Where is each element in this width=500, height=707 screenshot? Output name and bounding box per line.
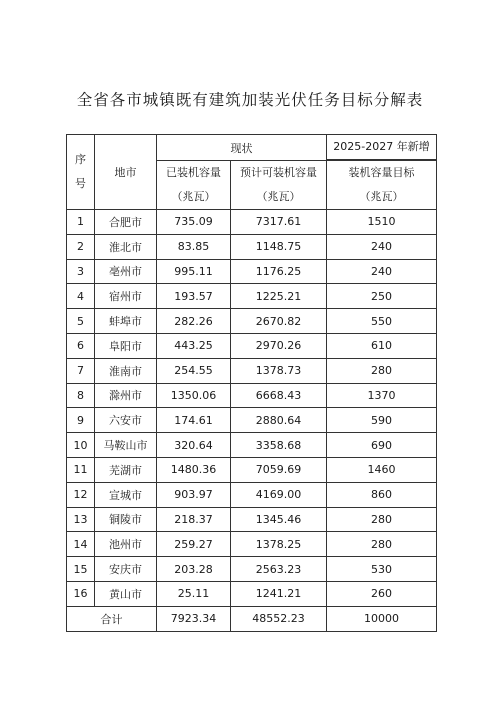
table-row bbox=[67, 408, 437, 433]
row-city: 蚌埠市 bbox=[95, 309, 157, 334]
table-row bbox=[67, 433, 437, 458]
total-label: 合计 bbox=[67, 606, 157, 631]
row-target: 240 bbox=[327, 259, 437, 284]
row-city: 黄山市 bbox=[95, 581, 157, 606]
row-installed: 1350.06 bbox=[157, 383, 231, 408]
header-target-line1: 2025-2027 年新增 bbox=[327, 135, 437, 161]
row-target: 280 bbox=[327, 358, 437, 383]
row-city: 池州市 bbox=[95, 532, 157, 557]
row-city: 马鞍山市 bbox=[95, 433, 157, 458]
row-potential: 2880.64 bbox=[231, 408, 327, 433]
table-body bbox=[67, 210, 437, 607]
row-seq: 2 bbox=[67, 234, 95, 259]
row-installed: 174.61 bbox=[157, 408, 231, 433]
table-row bbox=[67, 457, 437, 482]
row-target: 860 bbox=[327, 482, 437, 507]
row-potential: 7059.69 bbox=[231, 457, 327, 482]
row-city: 宿州市 bbox=[95, 284, 157, 309]
table-row bbox=[67, 507, 437, 532]
row-potential: 4169.00 bbox=[231, 482, 327, 507]
row-seq: 7 bbox=[67, 358, 95, 383]
row-installed: 259.27 bbox=[157, 532, 231, 557]
row-target: 530 bbox=[327, 557, 437, 582]
header-seq: 序 号 bbox=[67, 135, 95, 210]
row-target: 690 bbox=[327, 433, 437, 458]
row-seq: 1 bbox=[67, 210, 95, 235]
row-seq: 11 bbox=[67, 457, 95, 482]
row-city: 宣城市 bbox=[95, 482, 157, 507]
row-seq: 14 bbox=[67, 532, 95, 557]
total-installed: 7923.34 bbox=[157, 606, 231, 631]
row-potential: 2670.82 bbox=[231, 309, 327, 334]
row-seq: 9 bbox=[67, 408, 95, 433]
row-target: 250 bbox=[327, 284, 437, 309]
row-city: 淮南市 bbox=[95, 358, 157, 383]
table-row bbox=[67, 284, 437, 309]
row-potential: 1225.21 bbox=[231, 284, 327, 309]
row-potential: 1345.46 bbox=[231, 507, 327, 532]
row-installed: 193.57 bbox=[157, 284, 231, 309]
row-target: 610 bbox=[327, 333, 437, 358]
row-installed: 83.85 bbox=[157, 234, 231, 259]
row-potential: 1176.25 bbox=[231, 259, 327, 284]
row-city: 芜湖市 bbox=[95, 457, 157, 482]
row-city: 六安市 bbox=[95, 408, 157, 433]
total-row bbox=[67, 606, 437, 631]
row-installed: 203.28 bbox=[157, 557, 231, 582]
row-installed: 254.55 bbox=[157, 358, 231, 383]
row-seq: 8 bbox=[67, 383, 95, 408]
table-row bbox=[67, 482, 437, 507]
row-potential: 1378.73 bbox=[231, 358, 327, 383]
row-seq: 15 bbox=[67, 557, 95, 582]
table-row bbox=[67, 333, 437, 358]
table-row bbox=[67, 210, 437, 235]
row-potential: 7317.61 bbox=[231, 210, 327, 235]
row-city: 淮北市 bbox=[95, 234, 157, 259]
row-city: 合肥市 bbox=[95, 210, 157, 235]
table-row bbox=[67, 358, 437, 383]
row-potential: 1148.75 bbox=[231, 234, 327, 259]
table-row bbox=[67, 383, 437, 408]
row-seq: 4 bbox=[67, 284, 95, 309]
row-target: 280 bbox=[327, 532, 437, 557]
row-seq: 13 bbox=[67, 507, 95, 532]
row-installed: 218.37 bbox=[157, 507, 231, 532]
pv-target-table bbox=[66, 134, 437, 632]
row-city: 安庆市 bbox=[95, 557, 157, 582]
row-target: 550 bbox=[327, 309, 437, 334]
row-potential: 1241.21 bbox=[231, 581, 327, 606]
table-row bbox=[67, 532, 437, 557]
row-target: 1370 bbox=[327, 383, 437, 408]
table-row bbox=[67, 234, 437, 259]
row-city: 铜陵市 bbox=[95, 507, 157, 532]
row-target: 1510 bbox=[327, 210, 437, 235]
table-row bbox=[67, 309, 437, 334]
row-installed: 1480.36 bbox=[157, 457, 231, 482]
row-target: 260 bbox=[327, 581, 437, 606]
header-target: 装机容量目标 （兆瓦） bbox=[327, 161, 437, 210]
row-seq: 16 bbox=[67, 581, 95, 606]
row-seq: 10 bbox=[67, 433, 95, 458]
row-potential: 2970.26 bbox=[231, 333, 327, 358]
table-row bbox=[67, 557, 437, 582]
document-title: 全省各市城镇既有建筑加装光伏任务目标分解表 bbox=[76, 91, 424, 109]
row-target: 240 bbox=[327, 234, 437, 259]
row-installed: 903.97 bbox=[157, 482, 231, 507]
table-row bbox=[67, 259, 437, 284]
header-installed: 已装机容量 （兆瓦） bbox=[157, 161, 231, 210]
row-city: 阜阳市 bbox=[95, 333, 157, 358]
row-seq: 5 bbox=[67, 309, 95, 334]
total-potential: 48552.23 bbox=[231, 606, 327, 631]
row-city: 亳州市 bbox=[95, 259, 157, 284]
row-potential: 6668.43 bbox=[231, 383, 327, 408]
row-target: 590 bbox=[327, 408, 437, 433]
header-status: 现状 bbox=[157, 135, 327, 161]
row-installed: 443.25 bbox=[157, 333, 231, 358]
row-installed: 282.26 bbox=[157, 309, 231, 334]
row-installed: 995.11 bbox=[157, 259, 231, 284]
row-city: 滁州市 bbox=[95, 383, 157, 408]
total-target: 10000 bbox=[327, 606, 437, 631]
row-installed: 320.64 bbox=[157, 433, 231, 458]
row-target: 1460 bbox=[327, 457, 437, 482]
row-installed: 25.11 bbox=[157, 581, 231, 606]
row-seq: 3 bbox=[67, 259, 95, 284]
row-installed: 735.09 bbox=[157, 210, 231, 235]
row-potential: 3358.68 bbox=[231, 433, 327, 458]
table-row bbox=[67, 581, 437, 606]
row-seq: 12 bbox=[67, 482, 95, 507]
row-seq: 6 bbox=[67, 333, 95, 358]
row-target: 280 bbox=[327, 507, 437, 532]
row-potential: 2563.23 bbox=[231, 557, 327, 582]
row-potential: 1378.25 bbox=[231, 532, 327, 557]
header-potential: 预计可装机容量 （兆瓦） bbox=[231, 161, 327, 210]
header-city: 地市 bbox=[95, 135, 157, 210]
